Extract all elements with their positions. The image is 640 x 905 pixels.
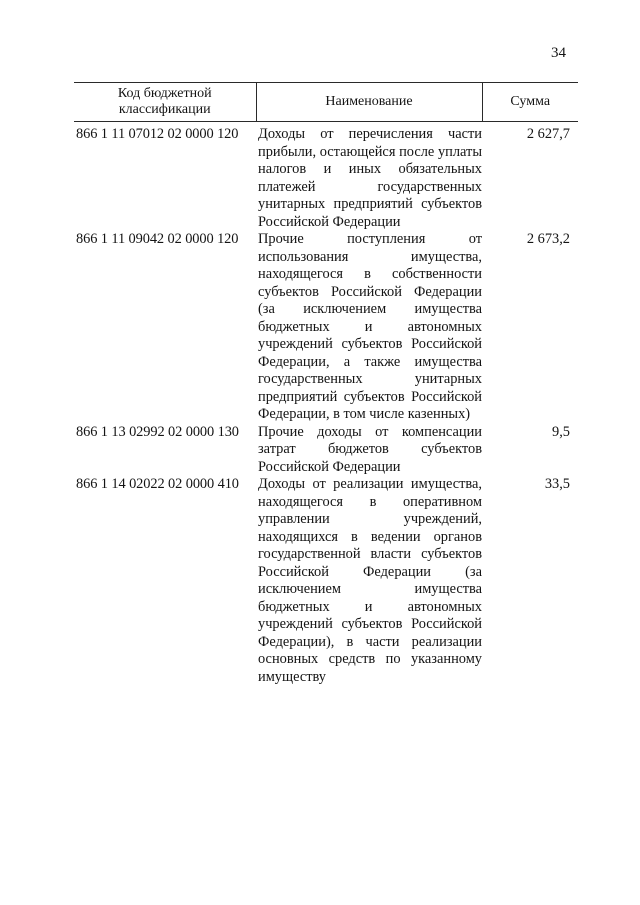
- header-name: Наименование: [256, 83, 482, 122]
- row-code: 866 1 14 02022 02 0000 410: [76, 476, 239, 492]
- row-sum: 2 673,2: [526, 231, 570, 247]
- row-name: Доходы от реализации имущества, находящегося в оперативном управлении учреждений, находящихся в ведении органов государственной власти субъектов Российской Федерации (за исключением имущества бюджетных и автономных учреждений субъектов Российской Федерации), в части реализации основных средств по указанному имуществу: [258, 476, 482, 685]
- row-sum: 9,5: [552, 423, 570, 440]
- row-sum: 33,5: [544, 476, 570, 492]
- header-row: [74, 83, 578, 122]
- table-row: [74, 122, 578, 232]
- row-name: Доходы от перечисления части прибыли, остающейся после уплаты налогов и иных обязательных платежей государственных унитарных предприятий субъектов Российской Федерации: [258, 126, 482, 230]
- row-name: Прочие поступления от использования имущества, находящегося в собственности субъектов Российской Федерации (за исключением имущества бюджетных и автономных учреждений субъектов Российской Федерации, а также имущества государственных унитарных предприятий субъектов Российской Федерации, в том числе казенных): [258, 231, 482, 422]
- table-row: [74, 476, 578, 686]
- budget-classification-table: [74, 82, 578, 686]
- table-body: [74, 122, 578, 687]
- table-header: [74, 83, 578, 122]
- header-sum: Сумма: [482, 83, 578, 122]
- table-row: [74, 231, 578, 424]
- row-name: Прочие доходы от компенсации затрат бюджетов субъектов Российской Федерации: [258, 423, 482, 475]
- table-row: [74, 424, 578, 477]
- header-code: Код бюджетной классификации: [74, 83, 256, 122]
- row-code: 866 1 13 02992 02 0000 130: [76, 423, 239, 440]
- row-code: 866 1 11 07012 02 0000 120: [76, 126, 239, 142]
- row-sum: 2 627,7: [526, 126, 570, 142]
- page-number: 34: [551, 45, 566, 61]
- budget-table-container: [74, 82, 578, 686]
- row-code: 866 1 11 09042 02 0000 120: [76, 231, 239, 247]
